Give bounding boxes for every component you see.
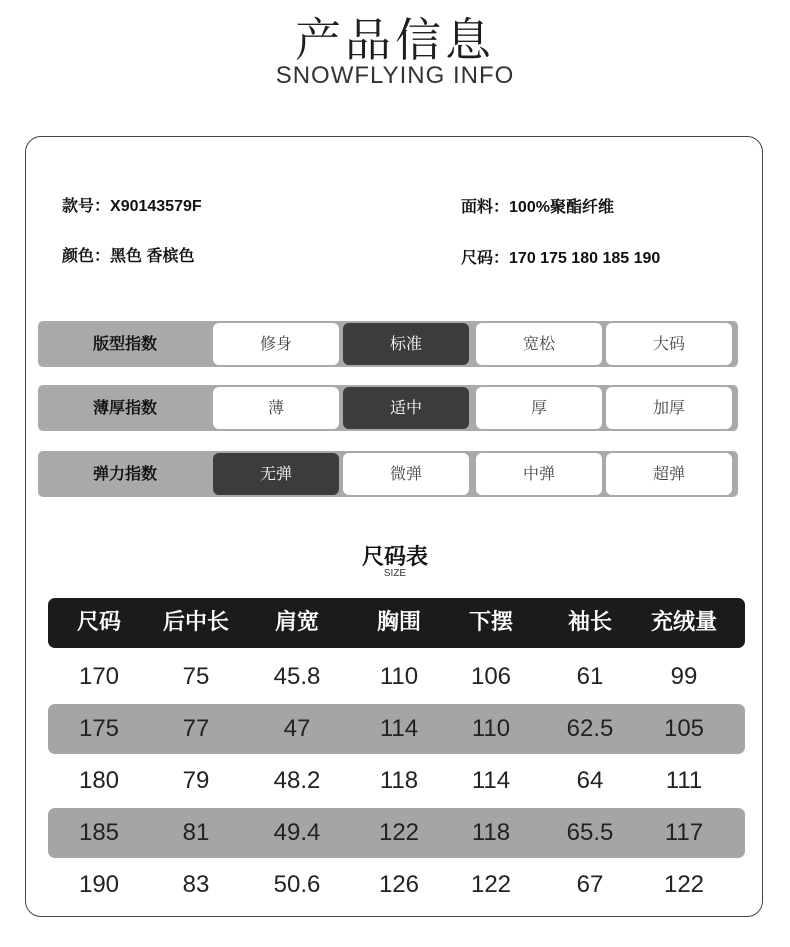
table-cell: 83: [182, 871, 210, 898]
table-row: [48, 860, 745, 910]
table-cell: 118: [379, 767, 419, 794]
index-option: 微弹: [343, 453, 469, 495]
index-option: 加厚: [606, 387, 732, 429]
table-cell: 62.5: [566, 715, 614, 742]
index-option: 无弹: [213, 453, 339, 495]
size-table-title: 尺码表: [361, 545, 428, 570]
index-option: 中弹: [476, 453, 602, 495]
table-cell: 81: [182, 819, 210, 846]
index-label: 弹力指数: [92, 464, 157, 483]
table-cell: 105: [663, 715, 705, 742]
index-row: [38, 385, 738, 431]
table-row: [48, 808, 745, 858]
color-label: 颜色：: [62, 246, 111, 265]
table-cell: 180: [78, 767, 120, 794]
index-label: 薄厚指数: [92, 398, 157, 417]
table-cell: 48.2: [273, 767, 321, 794]
table-cell: 99: [670, 663, 698, 690]
table-cell: 126: [378, 871, 420, 898]
table-header-cell: 下摆: [468, 610, 513, 635]
table-cell: 61: [576, 663, 604, 690]
table-cell: 64: [576, 767, 604, 794]
index-option: 宽松: [476, 323, 602, 365]
style-number: [62, 193, 202, 216]
index-label: 版型指数: [92, 334, 157, 353]
table-row: [48, 756, 745, 806]
table-cell: 106: [470, 663, 512, 690]
table-header-cell: 胸围: [376, 610, 421, 635]
table-header-cell: 尺码: [76, 610, 121, 635]
table-cell: 111: [665, 767, 703, 794]
table-header-cell: 充绒量: [650, 610, 717, 635]
table-cell: 50.6: [273, 871, 321, 898]
table-cell: 47: [283, 715, 311, 742]
table-cell: 110: [379, 663, 419, 690]
table-cell: 122: [663, 871, 705, 898]
page-title: 产品信息: [295, 13, 495, 67]
fabric-value: 100%聚酯纤维: [509, 199, 614, 216]
table-cell: 175: [78, 715, 120, 742]
index-option: 大码: [606, 323, 732, 365]
color: [62, 243, 194, 266]
table-header-cell: 肩宽: [274, 610, 319, 635]
index-option: 修身: [213, 323, 339, 365]
index-option: 厚: [476, 387, 602, 429]
table-cell: 114: [379, 715, 419, 742]
style-number-label: 款号：: [62, 196, 111, 215]
table-row: [48, 704, 745, 754]
index-row: [38, 451, 738, 497]
table-cell: 117: [664, 819, 704, 846]
table-cell: 122: [470, 871, 512, 898]
table-header-cell: 袖长: [567, 610, 612, 635]
page-subtitle: SNOWFLYING INFO: [275, 62, 515, 89]
table-cell: 110: [471, 715, 511, 742]
table-cell: 170: [78, 663, 120, 690]
index-option: 薄: [213, 387, 339, 429]
fabric-label: 面料：: [461, 197, 510, 216]
table-cell: 65.5: [566, 819, 614, 846]
table-cell: 114: [471, 767, 511, 794]
table-cell: 79: [182, 767, 210, 794]
table-cell: 67: [576, 871, 604, 898]
table-cell: 122: [378, 819, 420, 846]
sizes: [461, 245, 660, 268]
table-cell: 185: [78, 819, 120, 846]
table-cell: 49.4: [273, 819, 321, 846]
style-number-value: X90143579F: [110, 198, 202, 215]
table-cell: 118: [471, 819, 511, 846]
table-row: [48, 652, 745, 702]
table-cell: 190: [78, 871, 120, 898]
fabric: [461, 194, 614, 217]
index-row: [38, 321, 738, 367]
size-table-subtitle: SIZE: [383, 568, 407, 579]
table-cell: 75: [182, 663, 210, 690]
table-cell: 45.8: [273, 663, 321, 690]
index-option: 超弹: [606, 453, 732, 495]
index-option: 标准: [343, 323, 469, 365]
sizes-label: 尺码：: [461, 248, 510, 267]
table-cell: 77: [182, 715, 210, 742]
table-header-cell: 后中长: [162, 610, 229, 635]
color-value: 黑色 香槟色: [110, 248, 195, 265]
sizes-value: 170 175 180 185 190: [509, 250, 661, 267]
index-option: 适中: [343, 387, 469, 429]
size-table-header: [48, 598, 745, 648]
